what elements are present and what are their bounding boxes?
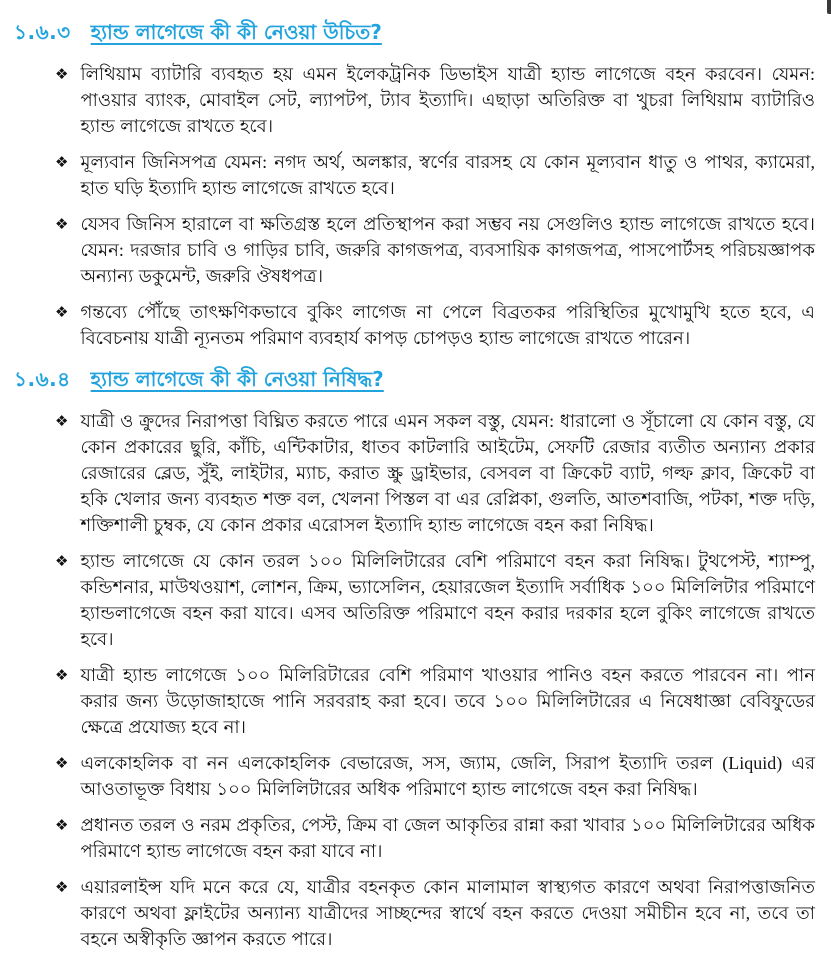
list-item xyxy=(55,874,815,952)
list-item xyxy=(55,548,815,652)
diamond-bullet-icon: ❖ xyxy=(55,414,69,430)
bullet-text: লিথিয়াম ব্যাটারি ব্যবহৃত হয় এমন ইলেকট্রনিক ডিভাইস যাত্রী হ্যান্ড লাগেজে বহন করবেন। যেমন: পাওয়ার ব্যাংক, মোবাইল সেট, ল্যাপটপ, ট্যাব ইত্যাদি। এছাড়া অতিরিক্ত বা খুচরা লিথিয়াম ব্যাটারিও হ্যান্ড লাগেজে রাখতে হবে। xyxy=(80,64,815,136)
allowed-items-list xyxy=(14,61,815,351)
list-item xyxy=(55,662,815,740)
list-item xyxy=(55,750,815,802)
prohibited-items-list xyxy=(14,408,815,952)
diamond-bullet-icon: ❖ xyxy=(55,305,69,321)
bullet-text: মূল্যবান জিনিসপত্র যেমন: নগদ অর্থ, অলঙ্কার, স্বর্ণের বারসহ যে কোন মূল্যবান ধাতু ও পাথর, ক্যামেরা, হাত ঘড়ি ইত্যাদি হ্যান্ড লাগেজে রাখতে হবে। xyxy=(80,152,815,198)
bullet-text: গন্তব্যে পৌঁছে তাৎক্ষণিকভাবে বুকিং লাগেজ না পেলে বিব্রতকর পরিস্থিতির মুখোমুখি হতে হবে, এ বিবেচনায় যাত্রী ন্যূনতম পরিমাণ ব্যবহার্য কাপড় চোপড়ও হ্যান্ড লাগেজে রাখতে পারেন। xyxy=(80,302,815,348)
bullet-text: এলকোহলিক বা নন এলকোহলিক বেভারেজ, সস, জ্যাম, জেলি, সিরাপ ইত্যাদি তরল (Liquid) এর আওতাভূক্ত বিধায় ১০০ মিলিলিটারের অধিক পরিমাণে হ্যান্ড লাগেজে বহন করা নিষিদ্ধ। xyxy=(80,753,815,799)
bullet-text: এয়ারলাইন্স যদি মনে করে যে, যাত্রীর বহনকৃত কোন মালামাল স্বাস্থ্যগত কারণে অথবা নিরাপত্তাজনিত কারণে অথবা ফ্লাইটের অন্যান্য যাত্রীদের সাচ্ছন্দের স্বার্থে বহন করতে দেওয়া সমীচীন হবে না, তবে তা বহনে অস্বীকৃতি জ্ঞাপন করতে পারে। xyxy=(80,877,815,949)
section-number: ১.৬.৩ xyxy=(14,20,71,44)
diamond-bullet-icon: ❖ xyxy=(55,756,69,772)
section-heading-1-6-3 xyxy=(14,20,815,44)
list-item xyxy=(55,812,815,864)
section-title-link[interactable]: হ্যান্ড লাগেজে কী কী নেওয়া নিষিদ্ধ? xyxy=(90,367,384,391)
diamond-bullet-icon: ❖ xyxy=(55,554,69,570)
diamond-bullet-icon: ❖ xyxy=(55,217,69,233)
section-heading-1-6-4 xyxy=(14,367,815,391)
bullet-text: প্রধানত তরল ও নরম প্রকৃতির, পেস্ট, ক্রিম বা জেল আকৃতির রান্না করা খাবার ১০০ মিলিলিটারের অধিক পরিমাণে হ্যান্ড লাগেজে বহন করা যাবে না। xyxy=(80,815,815,861)
diamond-bullet-icon: ❖ xyxy=(55,880,69,896)
diamond-bullet-icon: ❖ xyxy=(55,668,69,684)
section-title-link[interactable]: হ্যান্ড লাগেজে কী কী নেওয়া উচিত? xyxy=(90,20,382,44)
list-item xyxy=(55,408,815,538)
list-item xyxy=(55,61,815,139)
list-item xyxy=(55,149,815,201)
scan-artifact xyxy=(827,0,831,14)
bullet-text: হ্যান্ড লাগেজে যে কোন তরল ১০০ মিলিলিটারের বেশি পরিমাণে বহন করা নিষিদ্ধ। টুথপেস্ট, শ্যাম্পু, কন্ডিশনার, মাউথওয়াশ, লোশন, ক্রিম, ভ্যাসেলিন, হেয়ারজেল ইত্যাদি সর্বাধিক ১০০ মিলিলিটার পরিমাণে হ্যান্ডলাগেজে বহন করা যাবে। এসব অতিরিক্ত পরিমাণে বহন করার দরকার হলে বুকিং লাগেজে রাখতে হবে। xyxy=(80,551,815,649)
diamond-bullet-icon: ❖ xyxy=(55,818,69,834)
bullet-text: যাত্রী হ্যান্ড লাগেজে ১০০ মিলিরিটারের বেশি পরিমাণ খাওয়ার পানিও বহন করতে পারবেন না। পান করার জন্য উড়োজাহাজে পানি সরবরাহ করা হবে। তবে ১০০ মিলিলিটারের এ নিষেধাজ্ঞা বেবিফুডের ক্ষেত্রে প্রযোজ্য হবে না। xyxy=(80,665,815,737)
diamond-bullet-icon: ❖ xyxy=(55,67,69,83)
list-item xyxy=(55,299,815,351)
bullet-text: যাত্রী ও ক্রুদের নিরাপত্তা বিঘ্নিত করতে পারে এমন সকল বস্তু, যেমন: ধারালো ও সূঁচালো যে কোন বস্তু, যে কোন প্রকারের ছুরি, কাঁচি, এন্টিকাটার, ধাতব কাটলারি আইটেম, সেফটি রেজার ব্যতীত অন্যান্য প্রকার রেজারের ব্লেড, সুঁই, লাইটার, ম্যাচ, করাত স্ক্রু ড্রাইভার, বেসবল বা ক্রিকেট ব্যাট, গল্ফ ক্লাব, ক্রিকেট বা হকি খেলার জন্য ব্যবহৃত শক্ত বল, খেলনা পিস্তল বা এর রেপ্লিকা, গুলতি, আতশবাজি, পটকা, শক্ত দড়ি, শক্তিশালী চুম্বক, যে কোন প্রকার এরোসল ইত্যাদি হ্যান্ড লাগেজে বহন করা নিষিদ্ধ। xyxy=(80,411,815,535)
section-number: ১.৬.৪ xyxy=(14,367,71,391)
diamond-bullet-icon: ❖ xyxy=(55,155,69,171)
bullet-text: যেসব জিনিস হারালে বা ক্ষতিগ্রস্ত হলে প্রতিস্থাপন করা সম্ভব নয় সেগুলিও হ্যান্ড লাগেজে রাখতে হবে। যেমন: দরজার চাবি ও গাড়ির চাবি, জরুরি কাগজপত্র, ব্যবসায়িক কাগজপত্র, পাসপোর্টসহ পরিচয়জ্ঞাপক অন্যান্য ডকুমেন্ট, জরুরি ঔষধপত্র। xyxy=(80,214,815,286)
list-item xyxy=(55,211,815,289)
